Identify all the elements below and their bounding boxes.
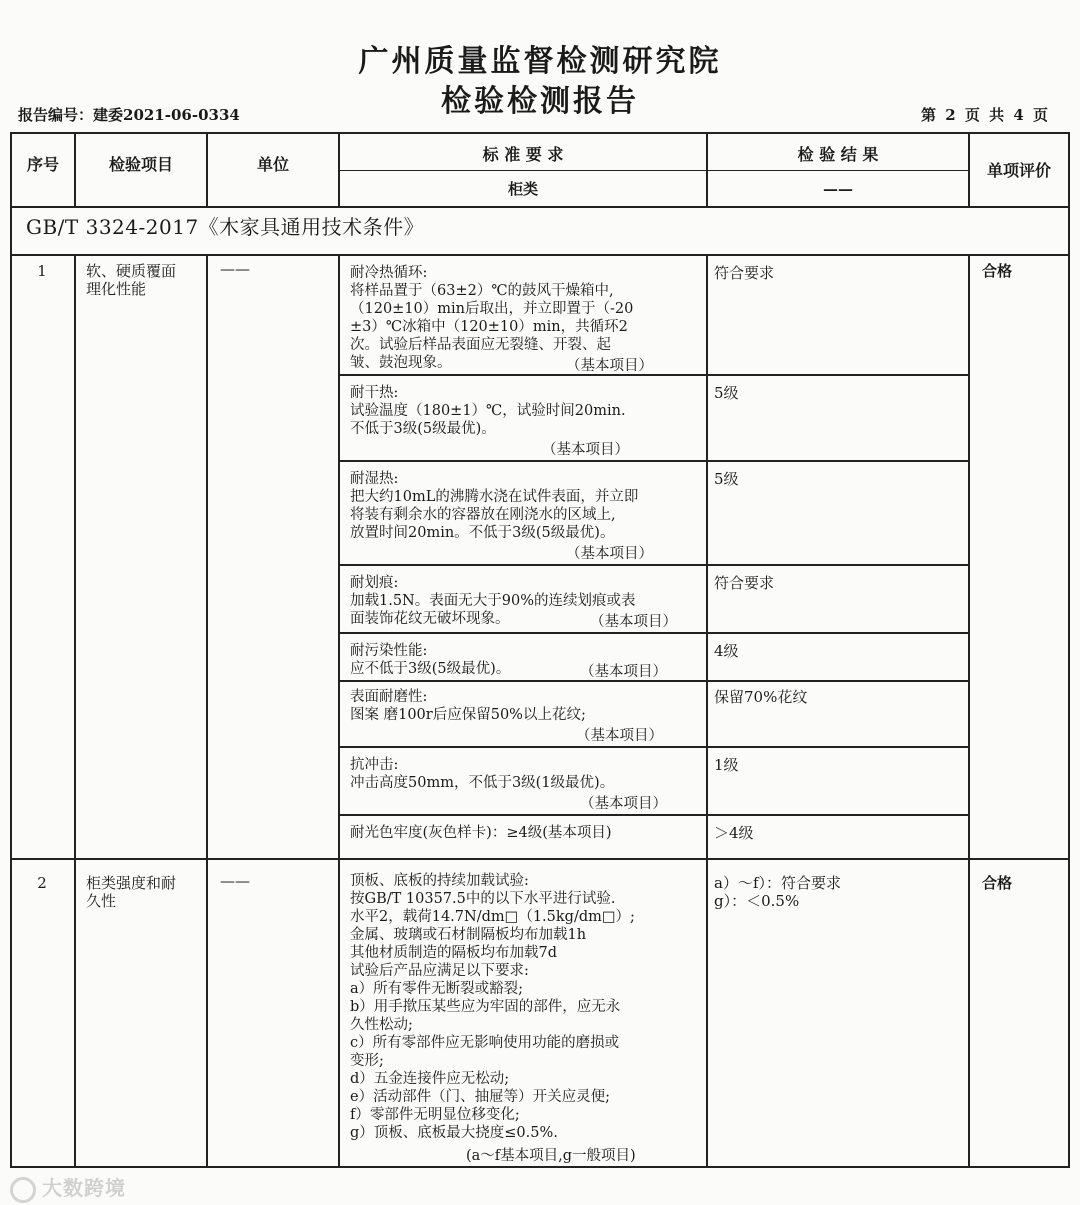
table-right-border [1068, 132, 1070, 1168]
institute-title: 广州质量监督检测研究院 [358, 44, 722, 79]
item-category-tag: （基本项目） [566, 358, 653, 374]
header-standard-sub: 柜类 [507, 180, 538, 198]
standard-requirement: 耐污染性能: 应不低于3级(5级最优)。 [350, 643, 511, 677]
sub-divider [338, 632, 970, 634]
header-item: 检验项目 [108, 155, 173, 174]
report-number: 报告编号：建委2021-06-0334 [18, 106, 240, 124]
standard-section-title: GB/T 3324-2017《木家具通用技术条件》 [26, 215, 425, 239]
row-evaluation: 合格 [982, 262, 1013, 280]
standard-requirement: 顶板、底板的持续加载试验: 按GB/T 10357.5中的以下水平进行试验. 水平2，载荷14.7N/dm□（1.5kg/dm□）; 金属、玻璃或石材制隔板均布加载1h 其他材质制造的隔板均布加载7d 试验后产品应满足以下要求: a）所有零件无断裂或豁裂; b）用手揿压某些应为牢固的部件，应无永 久性松动; c）所有零部件应无影响使用功能的磨损或 变形; d）五金连接件应无松动; e）活动部件（门、抽屉等）开关应灵便; f）零部件无明显位移变化; g）顶板、底板最大挠度≤0.5%. [350, 873, 635, 1141]
col-divider [706, 254, 708, 1168]
standard-requirement: 耐光色牢度(灰色样卡)：≥4级(基本项目) [350, 825, 612, 841]
row-unit: —— [220, 872, 250, 890]
col-divider [206, 254, 208, 1168]
header-standard: 标 准 要 求 [482, 145, 564, 164]
item-category-tag: (a～f基本项目,g一般项目) [466, 1148, 636, 1164]
row-evaluation: 合格 [982, 874, 1013, 892]
test-result: 1级 [714, 756, 739, 774]
test-result: a）～f）：符合要求 g）：＜0.5% [714, 874, 841, 910]
watermark-logo-icon [10, 1177, 36, 1203]
item-category-tag: （基本项目） [590, 614, 677, 630]
row-divider [10, 858, 1070, 860]
standard-requirement: 抗冲击: 冲击高度50mm，不低于3级(1级最优)。 [350, 757, 615, 791]
col-divider [74, 254, 76, 1168]
page-indicator: 第 2 页 共 4 页 [921, 106, 1050, 124]
sub-divider [338, 564, 970, 566]
sub-divider [338, 814, 970, 816]
sub-divider [338, 374, 970, 376]
header-bottom-line [10, 206, 1070, 208]
test-result: 保留70%花纹 [714, 688, 808, 706]
header-result: 检 验 结 果 [797, 145, 879, 164]
item-category-tag: （基本项目） [566, 546, 653, 562]
watermark [10, 1172, 126, 1203]
row-item: 柜类强度和耐 久性 [86, 874, 177, 910]
standard-requirement: 耐湿热: 把大约10mL的沸腾水浇在试件表面，并立即 将装有剩余水的容器放在刚浇水的区域上, 放置时间20min。不低于3级(5级最优)。 [350, 471, 639, 541]
item-category-tag: （基本项目） [542, 442, 629, 458]
test-result: 符合要求 [714, 574, 775, 592]
standard-requirement: 耐划痕: 加载1.5N。表面无大于90%的连续划痕或表 面装饰花纹无破坏现象。 [350, 575, 636, 627]
table-bottom-border [10, 1166, 1070, 1168]
header-unit: 单位 [256, 155, 289, 174]
sub-divider [338, 746, 970, 748]
test-result: 5级 [714, 384, 739, 402]
col-divider [968, 254, 970, 1168]
test-result: ＞4级 [714, 824, 754, 842]
item-category-tag: （基本项目） [580, 664, 667, 680]
item-category-tag: （基本项目） [576, 728, 663, 744]
row-number: 1 [37, 262, 47, 280]
table-top-border [10, 132, 1070, 134]
test-result: 符合要求 [714, 264, 775, 282]
row-unit: —— [220, 260, 250, 278]
table-left-border [10, 132, 12, 1168]
sub-divider [338, 460, 970, 462]
header-eval: 单项评价 [986, 161, 1051, 180]
row-item: 软、硬质覆面 理化性能 [86, 262, 177, 298]
standard-requirement: 耐冷热循环: 将样品置于（63±2）℃的鼓风干燥箱中, （120±10）min后取出，并立即置于（-20 ±3）℃冰箱中（120±10）min，共循环2 次。试验后样品表面应无裂缝、开裂、起 皱、鼓泡现象。 [350, 265, 634, 371]
watermark-text: 大数跨境 [42, 1176, 126, 1200]
standard-requirement: 耐干热: 试验温度（180±1）℃，试验时间20min. 不低于3级(5级最优)。 [350, 385, 626, 437]
row-number: 2 [37, 874, 47, 892]
inspection-table [10, 132, 1070, 1168]
item-category-tag: （基本项目） [580, 796, 667, 812]
standard-requirement: 表面耐磨性: 图案 磨100r后应保留50%以上花纹; [350, 689, 586, 723]
test-result: 4级 [714, 642, 739, 660]
test-result: 5级 [714, 470, 739, 488]
header-mid-line [340, 170, 968, 171]
header-no: 序号 [26, 155, 59, 174]
section-bottom-line [10, 254, 1070, 256]
report-title: 检验检测报告 [441, 84, 639, 119]
header-result-sub: —— [823, 180, 853, 198]
col-divider [338, 254, 340, 1168]
